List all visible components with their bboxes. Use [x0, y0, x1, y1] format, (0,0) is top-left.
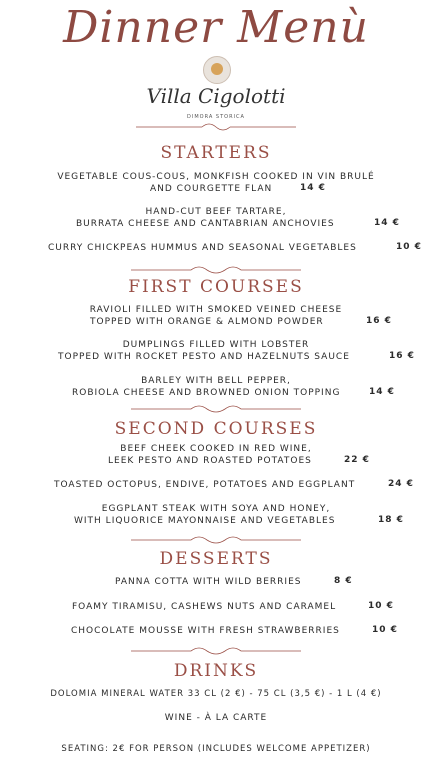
second-1-line2: LEEK PESTO AND ROASTED POTATOES	[108, 456, 312, 466]
section-starters: STARTERS	[160, 143, 272, 163]
dessert-2-name: FOAMY TIRAMISU, CASHEWS NUTS AND CARAMEL	[72, 602, 337, 612]
brand-subtitle: DIMORA STORICA	[187, 114, 245, 120]
drink-water: DOLOMIA MINERAL WATER 33 CL (2 €) - 75 CL (3,5 €) - 1 L (4 €)	[50, 689, 382, 699]
seating-note: SEATING: 2€ FOR PERSON (INCLUDES WELCOME APPETIZER)	[61, 744, 371, 754]
starter-1-line1: VEGETABLE COUS-COUS, MONKFISH COOKED IN VIN BRULÉ	[57, 172, 375, 182]
section-desserts: DESSERTS	[159, 549, 273, 569]
dessert-1-price: 8 €	[334, 576, 353, 586]
starter-1-price: 14 €	[300, 183, 326, 193]
first-3-price: 14 €	[369, 387, 395, 397]
section-first-courses: FIRST COURSES	[128, 277, 304, 297]
brand-name: Villa Cigolotti	[146, 84, 286, 108]
starter-2-line2: BURRATA CHEESE AND CANTABRIAN ANCHOVIES	[76, 219, 335, 229]
starter-1-line2: AND COURGETTE FLAN	[150, 184, 273, 194]
section-drinks: DRINKS	[173, 661, 259, 681]
flourish-divider-icon	[131, 264, 301, 276]
dessert-2-price: 10 €	[368, 601, 394, 611]
first-1-line2: TOPPED WITH ORANGE & ALMOND POWDER	[90, 317, 324, 327]
starter-2-line1: HAND-CUT BEEF TARTARE,	[145, 207, 287, 217]
second-1-line1: BEEF CHEEK COOKED IN RED WINE,	[120, 444, 312, 454]
second-3-line1: EGGPLANT STEAK WITH SOYA AND HONEY,	[101, 504, 331, 514]
dessert-3-price: 10 €	[372, 625, 398, 635]
second-1-price: 22 €	[344, 455, 370, 465]
villa-crest-icon	[203, 56, 231, 84]
starter-3-price: 10 €	[396, 242, 422, 252]
first-3-line2: ROBIOLA CHEESE AND BROWNED ONION TOPPING	[72, 388, 341, 398]
first-2-line2: TOPPED WITH ROCKET PESTO AND HAZELNUTS SAUCE	[58, 352, 350, 362]
first-2-line1: DUMPLINGS FILLED WITH LOBSTER	[122, 340, 310, 350]
first-1-price: 16 €	[366, 316, 392, 326]
second-2-line1: TOASTED OCTOPUS, ENDIVE, POTATOES AND EGGPLANT	[54, 480, 356, 490]
second-2-price: 24 €	[388, 479, 414, 489]
starter-3-line1: CURRY CHICKPEAS HUMMUS AND SEASONAL VEGETABLES	[48, 243, 357, 253]
menu-title: Dinner Menù	[63, 2, 369, 53]
dessert-3-name: CHOCOLATE MOUSSE WITH FRESH STRAWBERRIES	[71, 626, 340, 636]
second-3-line2: WITH LIQUORICE MAYONNAISE AND VEGETABLES	[74, 516, 336, 526]
dessert-1-name: PANNA COTTA WITH WILD BERRIES	[115, 577, 302, 587]
flourish-divider-icon	[131, 534, 301, 546]
starter-2-price: 14 €	[374, 218, 400, 228]
second-3-price: 18 €	[378, 515, 404, 525]
flourish-divider-icon	[132, 121, 300, 133]
flourish-divider-icon	[131, 645, 301, 657]
first-3-line1: BARLEY WITH BELL PEPPER,	[141, 376, 291, 386]
flourish-divider-icon	[131, 403, 301, 415]
first-2-price: 16 €	[389, 351, 415, 361]
first-1-line1: RAVIOLI FILLED WITH SMOKED VEINED CHEESE	[89, 305, 343, 315]
drink-wine: WINE - À LA CARTE	[164, 713, 268, 723]
section-second-courses: SECOND COURSES	[114, 419, 318, 439]
